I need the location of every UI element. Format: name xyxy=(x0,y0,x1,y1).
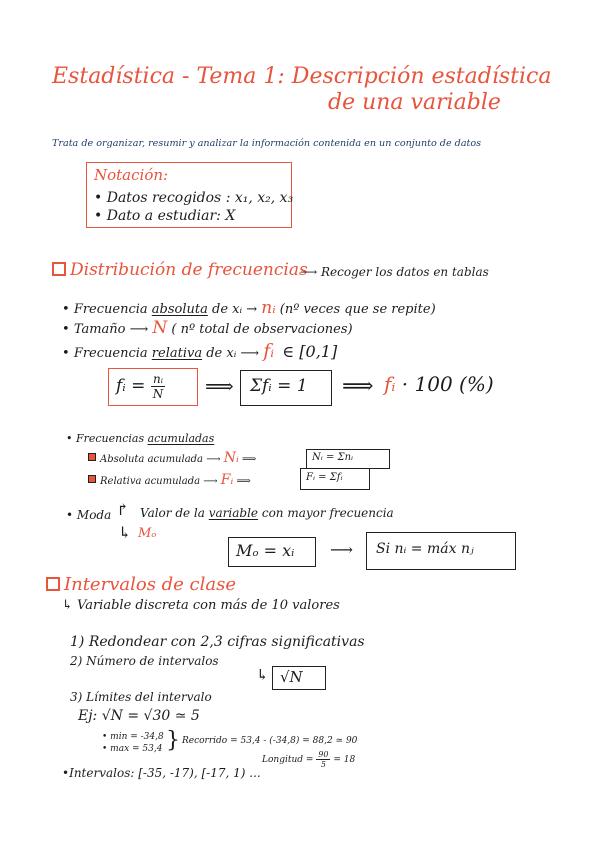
mode-branch-icon: ↱ xyxy=(116,500,130,519)
intervals-step-2: 2) Número de intervalos xyxy=(70,654,219,668)
mode-symbol: Mₒ xyxy=(138,526,157,541)
notation-heading: Notación: xyxy=(94,166,169,184)
max-value: • max = 53,4 xyxy=(102,744,163,754)
notation-item-1: • Datos recogidos : x₁, x₂, x₃ xyxy=(94,190,294,206)
mode-description: Valor de la variable con mayor frecuencia xyxy=(140,506,394,520)
cumulative-absolute-formula: Nᵢ = Σnᵢ xyxy=(312,452,354,463)
page-title-line2: de una variable xyxy=(328,90,501,115)
fi-definition: fᵢ = $\frac{\text{nᵢ}}{N}$ xyxy=(116,372,164,401)
sum-fi-formula: Σfᵢ = 1 xyxy=(250,376,308,396)
notation-item-2: • Dato a estudiar: X xyxy=(94,208,236,224)
cumulative-relative-formula: Fᵢ = Σfᵢ xyxy=(306,472,343,483)
intervals-list: •Intervalos: [-35, -17), [-17, 1) ... xyxy=(62,766,261,780)
mode-arrow: ⟶ xyxy=(330,540,353,559)
brace-icon: } xyxy=(166,728,180,753)
intervals-heading: Intervalos de clase xyxy=(46,574,236,595)
longitud-line: Longitud = $\frac{90}{5}$ = 18 xyxy=(262,750,356,769)
sqrt-box-text: √N xyxy=(280,668,303,686)
cumulative-frequencies-line: • Frecuencias acumuladas xyxy=(66,432,215,445)
implies-arrow-1: ⟹ xyxy=(205,374,234,398)
example-line: Ej: √N = √30 ≃ 5 xyxy=(78,708,200,724)
implies-arrow-2: ⟹ xyxy=(342,374,374,399)
min-value: • min = -34,8 xyxy=(102,732,164,742)
intervals-step-3: 3) Límites del intervalo xyxy=(70,690,212,704)
distribution-arrow-text: ⟶ Recoger los datos en tablas xyxy=(300,265,489,279)
page-title xyxy=(52,64,551,89)
checkbox-square-icon xyxy=(46,577,60,591)
recorrido-line: Recorrido = 53,4 - (-34,8) = 88,2 ≃ 90 xyxy=(182,736,358,746)
mode-formula: Mₒ = xᵢ xyxy=(236,541,295,560)
red-bullet-icon xyxy=(88,475,96,483)
checkbox-square-icon xyxy=(52,262,66,276)
mode-branch-icon-2: ↳ xyxy=(118,523,132,542)
cumulative-relative-line: Relativa acumulada ⟶ Fᵢ ⟹ xyxy=(88,472,251,488)
mode-line: • Moda xyxy=(66,508,112,522)
title-line1: Estadística - Tema 1: Descripción estadística xyxy=(52,64,552,89)
red-bullet-icon xyxy=(88,453,96,461)
distribution-heading: Distribución de frecuencias xyxy=(52,260,308,280)
cumulative-absolute-line: Absoluta acumulada ⟶ Nᵢ ⟹ xyxy=(88,450,256,466)
intervals-step-1: 1) Redondear con 2,3 cifras significativas xyxy=(70,634,365,650)
percent-formula: fᵢ · 100 (%) xyxy=(384,372,494,396)
mode-condition: Si nᵢ = máx nⱼ xyxy=(376,541,474,557)
intervals-subtitle: ↳ Variable discreta con más de 10 valores xyxy=(62,598,340,613)
size-line: • Tamaño ⟶ N ( nº total de observaciones) xyxy=(62,318,353,338)
absolute-frequency-line: • Frecuencia absoluta de xᵢ → nᵢ (nº veces que se repite) xyxy=(62,298,436,318)
sqrt-arrow-icon: ↳ xyxy=(256,666,269,684)
intro-text: Trata de organizar, resumir y analizar la información contenida en un conjunto de datos xyxy=(52,138,482,149)
relative-frequency-line: • Frecuencia relativa de xᵢ ⟶ fᵢ ∈ [0,1] xyxy=(62,340,338,362)
